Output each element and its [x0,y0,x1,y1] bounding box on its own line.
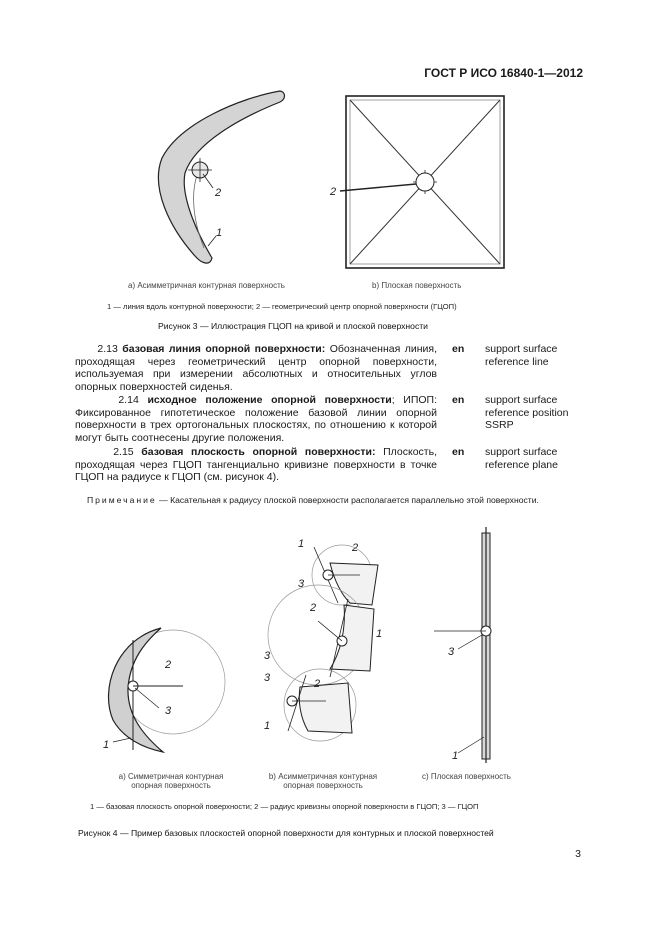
figure4-caption-b [258,772,388,790]
english-line: reference line [485,355,549,368]
figure4-legend: 1 — базовая плоскость опорной поверхности; 2 — радиус кривизны опорной поверхности в ГЦОП; 3 — ГЦОП [90,802,479,811]
term-definition: Плоскость, проходящая через ГЦОП тангенциально кривизне поверхности в точке ГЦОП на радиусе к ГЦОП (см. рисунок 4). [75,446,437,484]
term-2-13-lang: en [452,343,465,355]
figure4a-label-2: 2 [165,659,172,671]
figure3-caption-a: а) Асимметричная контурная поверхность [128,281,285,290]
figure3-legend: 1 — линия вдоль контурной поверхности; 2 — геометрический центр опорной поверхности (ГЦОП) [107,302,457,311]
figure4a-label-1: 1 [103,739,110,751]
term-definition: Обозначенная линия, проходящая через геометрический центр опорной поверхности, используемая при измерении абсолютных и относительных углов опорных поверхностей сиденья. [75,343,438,393]
figure3-title: Рисунок 3 — Иллюстрация ГЦОП на кривой и плоской поверхности [158,321,428,331]
figure4c-drawing [430,525,520,765]
english-line: support surface [485,394,558,406]
page-number: 3 [575,848,581,860]
term-2-15-english [485,446,595,471]
caption-line: b) Асимметричная контурная [268,772,378,781]
figure3-caption-b: b) Плоская поверхность [372,281,462,290]
caption-line: а) Симметричная контурная [118,772,224,781]
term-2-14-english [485,394,595,432]
term-2-13 [75,343,437,393]
english-line: reference plane [485,458,558,471]
figure4b-label-2-mid: 2 [310,602,317,614]
figure4-caption-a [108,772,234,790]
note-paragraph [75,494,587,506]
figure3-label-2a: 2 [215,187,222,199]
figure3-flat-drawing [320,88,510,273]
english-line: support surface [485,343,558,355]
term-2-15 [75,446,437,484]
figure4-caption-c: с) Плоская поверхность [422,772,511,781]
figure4b-drawing [260,535,400,745]
figure4a-drawing [95,620,235,760]
term-2-14 [75,394,437,444]
figure4b-label-2-top: 2 [352,542,359,554]
figure4c-label-1: 1 [452,750,459,762]
term-definition: Фиксированное гипотетическое положение базовой линии опорной поверхности в трех ортогональных плоскостях, по отношению к которой могут быть соотнесены другие положения. [75,406,437,444]
figure4b-label-3-top: 3 [298,578,305,590]
term-number: 2.13 [97,343,118,355]
english-line: reference position [485,406,569,419]
figure4b-label-3-mid: 3 [264,650,271,662]
figure4b-label-2-bot: 2 [314,678,321,690]
note-text: — Касательная к радиусу плоской поверхности располагается параллельно этой поверхности. [156,495,539,505]
caption-line: опорная поверхность [131,781,211,790]
term-title: базовая линия опорной поверхности: [122,343,326,355]
figure3-label-1: 1 [216,227,223,239]
caption-line: опорная поверхность [283,781,363,790]
term-title: исходное положение опорной поверхности [147,394,392,406]
figure4a-label-3: 3 [165,705,172,717]
term-title: базовая плоскость опорной поверхности: [141,446,376,458]
figure4b-label-1-top: 1 [298,538,305,550]
figure3-label-2b: 2 [330,186,337,198]
english-line: SSRP [485,419,514,432]
term-number: 2.14 [118,394,139,406]
term-2-13-english [485,343,595,368]
figure4b-label-1-bot: 1 [264,720,271,732]
figure4-title: Рисунок 4 — Пример базовых плоскостей опорной поверхности для контурных и плоской поверхностей [78,828,494,838]
figure4b-label-1-mid: 1 [376,628,383,640]
figure4b-label-3-bot: 3 [264,672,271,684]
figure4c-label-3: 3 [448,646,455,658]
english-line: support surface [485,446,558,458]
term-2-15-lang: en [452,446,465,458]
note-prefix: Примечание [86,495,157,505]
figure3-contour-drawing [140,88,290,273]
term-2-14-lang: en [452,394,465,406]
document-header: ГОСТ Р ИСО 16840-1—2012 [424,66,583,80]
term-abbr: ; ИПОП: [391,394,437,406]
term-number: 2.15 [113,446,134,458]
